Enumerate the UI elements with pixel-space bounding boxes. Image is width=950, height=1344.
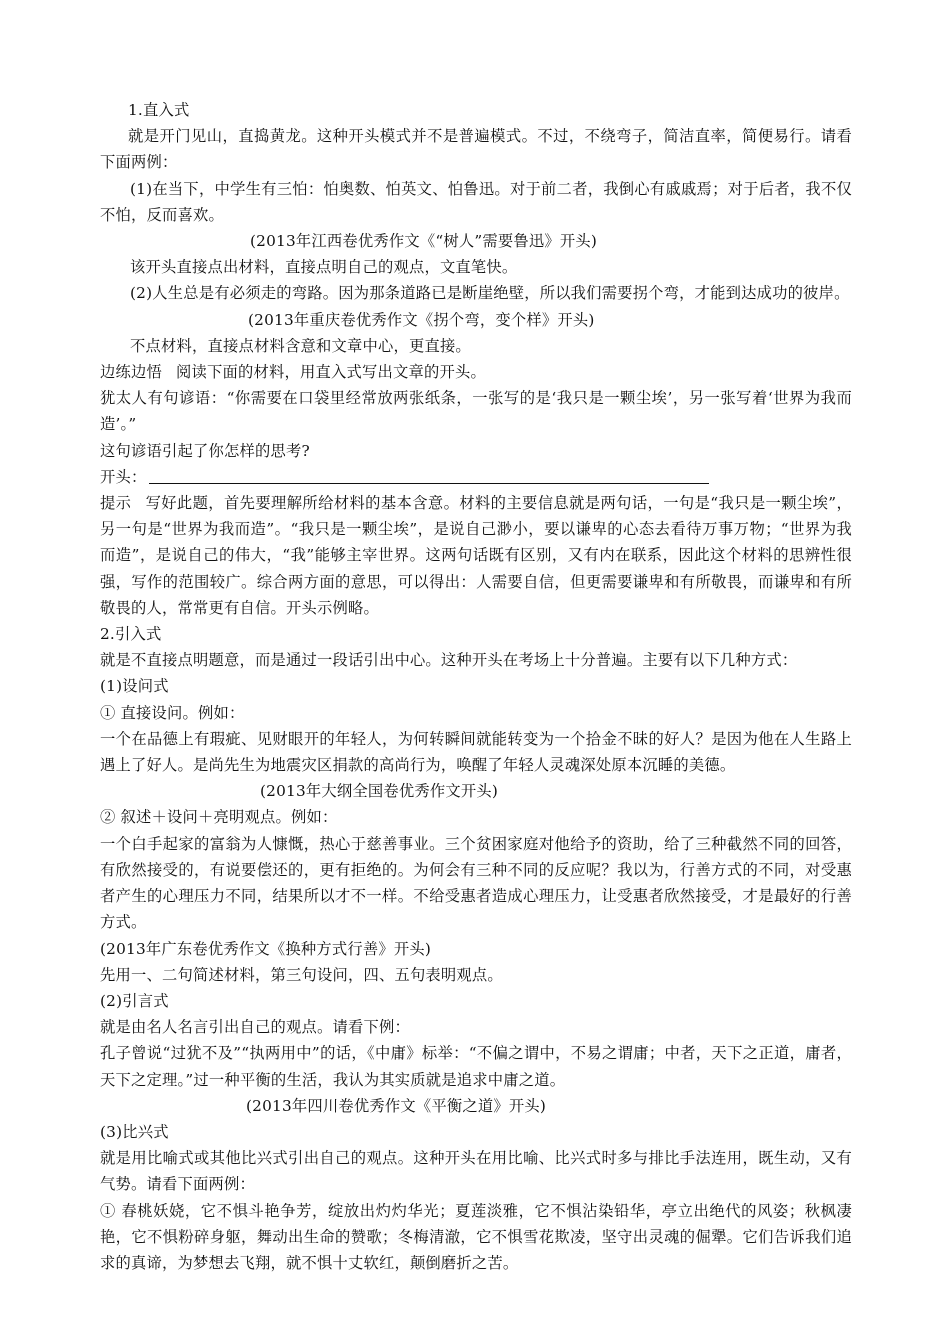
example-paragraph: 一个在品德上有瑕疵、见财眼开的年轻人，为何转瞬间就能转变为一个拾金不昧的好人？是因为他在人生路上遇上了好人。是尚先生为地震灾区捐款的高尚行为，唤醒了年轻人灵魂深处原本沉睡的美德。 [100,729,852,775]
hint-paragraph [100,490,852,621]
paragraph: 就是不直接点明题意，而是通过一段话引出中心。这种开头在考场上十分普遍。主要有以下几种方式： [100,651,798,670]
paragraph: 就是用比喻式或其他比兴式引出自己的观点。这种开头在用比喻、比兴式时多与排比手法连用，既生动，又有气势。请看下面两例： [100,1149,852,1194]
section-heading-direct: 1.直入式 [128,101,190,119]
subheading-metaphor: (3)比兴式 [100,1122,169,1141]
opening-answer-line [100,464,852,490]
sub-item: ② 叙述＋设问＋亮明观点。例如： [100,808,338,827]
section-heading-intro: 2.引入式 [100,625,162,644]
example-paragraph: ① 春桃妖娆，它不惧斗艳争芳，绽放出灼灼华光；夏莲淡雅，它不惧沾染铅华，亭立出绝代的风姿；秋枫凄艳，它不惧粉碎身躯，舞动出生命的赞歌；冬梅清澈，它不惧雪花欺凌，坚守出灵魂的倔犟。它们告诉我们追求的真谛，为梦想去飞翔，就不惧十丈软红，颠倒磨折之苦。 [100,1201,852,1272]
source-citation: (2013年大纲全国卷优秀作文开头) [260,782,499,801]
commentary: 先用一、二句简述材料，第三句设问，四、五句表明观点。 [100,965,503,984]
paragraph: 就是开门见山，直捣黄龙。这种开头模式并不是普遍模式。不过，不绕弯子，简洁直率，简便易行。请看下面两例： [100,127,852,172]
hint-label: 提示 [100,494,132,513]
commentary: 该开头直接点出材料，直接点明自己的观点，文直笔快。 [130,258,518,277]
paragraph: 就是由名人名言引出自己的观点。请看下例： [100,1018,410,1037]
opening-label: 开头： [100,467,147,486]
source-citation: (2013年广东卷优秀作文《换种方式行善》开头) [100,939,432,958]
practice-label: 边练边悟 [100,363,162,382]
source-citation: (2013年重庆卷优秀作文《拐个弯，变个样》开头) [248,310,595,329]
question-line: 这句谚语引起了你怎样的思考? [100,441,310,460]
subheading-question: (1)设问式 [100,677,169,696]
practice-instruction: 阅读下面的材料，用直入式写出文章的开头。 [176,363,486,382]
example-paragraph: (1)在当下，中学生有三怕：怕奥数、怕英文、怕鲁迅。对于前二者，我倒心有戚戚焉；对于后者，我不仅不怕，反而喜欢。 [100,179,852,224]
example-paragraph: 孔子曾说“过犹不及”“执两用中”的话，《中庸》标举：“不偏之谓中，不易之谓庸；中者，天下之正道，庸者，天下之定理。”过一种平衡的生活，我认为其实质就是追求中庸之道。 [100,1044,852,1089]
subheading-quote: (2)引言式 [100,991,169,1010]
commentary: 不点材料，直接点材料含意和文章中心，更直接。 [130,336,471,355]
document-page [100,97,852,1276]
sub-item: ① 直接设问。例如： [100,703,245,722]
hint-text: 写好此题，首先要理解所给材料的基本含意。材料的主要信息就是两句话，一句是“我只是一颗尘埃”，另一句是“世界为我而造”。“我只是一颗尘埃”，是说自己渺小，要以谦卑的心态去看待万事万物；“世界为我而造”，是说自己的伟大，“我”能够主宰世界。这两句话既有区别，又有内在联系，因此这个材料的思辨性很强，写作的范围较广。综合两方面的意思，可以得出：人需要自信，但更需要谦卑和有所敬畏，而谦卑和有所敬畏的人，常常更有自信。开头示例略。 [100,494,852,617]
source-citation: (2013年江西卷优秀作文《“树人”需要鲁迅》开头) [250,232,598,251]
example-paragraph: (2)人生总是有必须走的弯路。因为那条道路已是断崖绝壁，所以我们需要拐个弯，才能到达成功的彼岸。 [130,284,850,303]
answer-blank[interactable] [149,465,709,484]
example-paragraph: 一个白手起家的富翁为人慷慨，热心于慈善事业。三个贫困家庭对他给予的资助，给了三种截然不同的回答，有欣然接受的，有说要偿还的，更有拒绝的。为何会有三种不同的反应呢？我以为，行善方式的不同，对受惠者产生的心理压力不同，结果所以才不一样。不给受惠者造成心理压力，让受惠者欣然接受，才是最好的行善方式。 [100,834,852,932]
source-citation: (2013年四川卷优秀作文《平衡之道》开头) [246,1096,547,1115]
proverb-paragraph: 犹太人有句谚语：“你需要在口袋里经常放两张纸条，一张写的是‘我只是一颗尘埃’，另一张写着‘世界为我而造’。” [100,389,852,434]
practice-line [100,359,852,385]
